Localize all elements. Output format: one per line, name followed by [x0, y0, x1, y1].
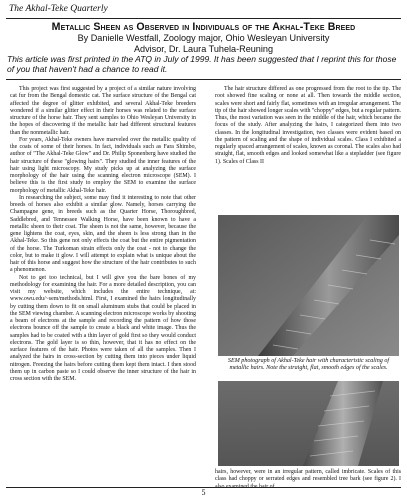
left-column	[10, 86, 196, 383]
article-intro: This article was first printed in the ATQ in July of 1999. It has been suggested that I reprint this for those of you that haven't had a chance to read it.	[7, 54, 397, 75]
masthead: The Akhal-Teke Quarterly	[9, 4, 108, 14]
paragraph: Not to get too technical, but I will give you the bare bones of my methodology for examining the hair. For a more detailed description, you can visit my website, which includes the entire technique, at: www.owu.edu/~sem/methods.html. First, I examined the hairs longitudinally by cutting them down to fit on small aluminum stubs that could be placed in the SEM viewing chamber. A scanning electron microscope works by shooting a beam of electrons at the sample and recording the pattern of how those electrons bounce off the sample to create a black and white image. Thus the samples had to be coated with a thin layer of gold first so they would conduct electrons. The gold layer is so thin, however, that it has no effect on the surface features of the hair. Photos were taken of all the samples. Then I analyzed the hairs in cross-section by cutting them into pieces under liquid nitrogen. Freezing the hairs before cutting them kept them intact. I then stood them up in carbon paste so I could observe the inner structure of the hair in cross section with the SEM.	[10, 274, 196, 382]
paragraph: This project was first suggested by a project of a similar nature involving cat fur from the Bengal domestic cat. The surface structure of the Bengal cat affected the degree of glitter exhibited, and several Akhal-Teke breeders wondered if a similar glitter effect in their horses was related to the surface structure of the horse hair. They sent samples to Ohio Wesleyan University in the hopes of discovering if the metallic hair had different structural features than the nonmetallic hair.	[10, 86, 196, 136]
paragraph: In researching the subject, some may find it interesting to note that other breeds of horses also exhibit a similar glow. Namely, horses carrying the Champagne gene, in breeds such as the Quarter Horse, Thoroughbred, Saddlebred, and Tennessee Walking Horse, have been known to have a metallic sheen to their coat. The sheen is not the same, however, because the gene lightens the coat, eyes, skin, and the sheen is less strong than in the Akhal-Teke. So this gene not only effects the coat but the entire pigmentation of the horse. The Turkoman strain effects only the coat - not to change the color, but to make it glow. I will attempt to explain what is unique about the hair of this horse and suggest how the structure of the hair contributes to such a phenomenon.	[10, 194, 196, 274]
article-advisor: Advisor, Dr. Laura Tuhela-Reuning	[133, 43, 273, 54]
paragraph: For years, Akhal-Teke owners have marveled over the metallic quality of the coats of some of their horses. In fact, individuals such as Fara Shimbo, author of "The Akhal-Teke Glow" and Dr. Philip Sponenberg have studied the hair structure of these "glowing hairs". They studied the inner features of the hair using light microscopy. My study picks up at analyzing the surface morphology of the hair using the scanning electron microscope (SEM). I believe this is the first study to employ the SEM to examine the surface morphology of metallic Akhal-Teke hair.	[10, 136, 196, 194]
sem-photo-1	[218, 215, 399, 356]
header-rule	[6, 18, 401, 19]
sem-photo-2	[218, 381, 399, 466]
page-number: 5	[201, 488, 206, 497]
intro-rule	[6, 79, 401, 80]
paragraph: hairs, however, were in an irregular pattern, called imbricate. Scales of this class had choppy or serrated edges and resembled tree bark (see figure 2). I also examined the hair of	[215, 469, 401, 490]
article-title: Metallic Sheen as Observed in Individuals of the Akhal-Teke Breed	[51, 21, 356, 33]
figure-1-caption: SEM photograph of Akhal-Teke hair with characteristic scaling of metallic hairs. Note the straight, flat, smooth edges of the scales.	[227, 358, 390, 372]
paragraph: The hair structure differed as one progressed from the root to the tip. The root showed fine scaling or none at all. Then towards the middle section, scales were short and fairly flat, sometimes with an irregular arrangement. The tip of the hair showed longer scales with "choppy" edges, but a regular pattern. Thus, the most variation was seen in the middle of the hair, which became the focus of the study. After analyzing the hairs, I categorized them into two classes. In the longitudinal investigation, two classes were evident based on the pattern of scaling and the shape of individual scales. Class I exhibited a regularly spaced arrangement of scales, known as coronal. The scales also had straight, flat, smooth edges and looked somewhat like a stepladder (see figure 1). Scales of Class II	[215, 86, 401, 165]
title-block	[6, 21, 401, 54]
article-author: By Danielle Westfall, Zoology major, Ohio Wesleyan University	[77, 33, 330, 43]
right-column	[215, 86, 401, 166]
